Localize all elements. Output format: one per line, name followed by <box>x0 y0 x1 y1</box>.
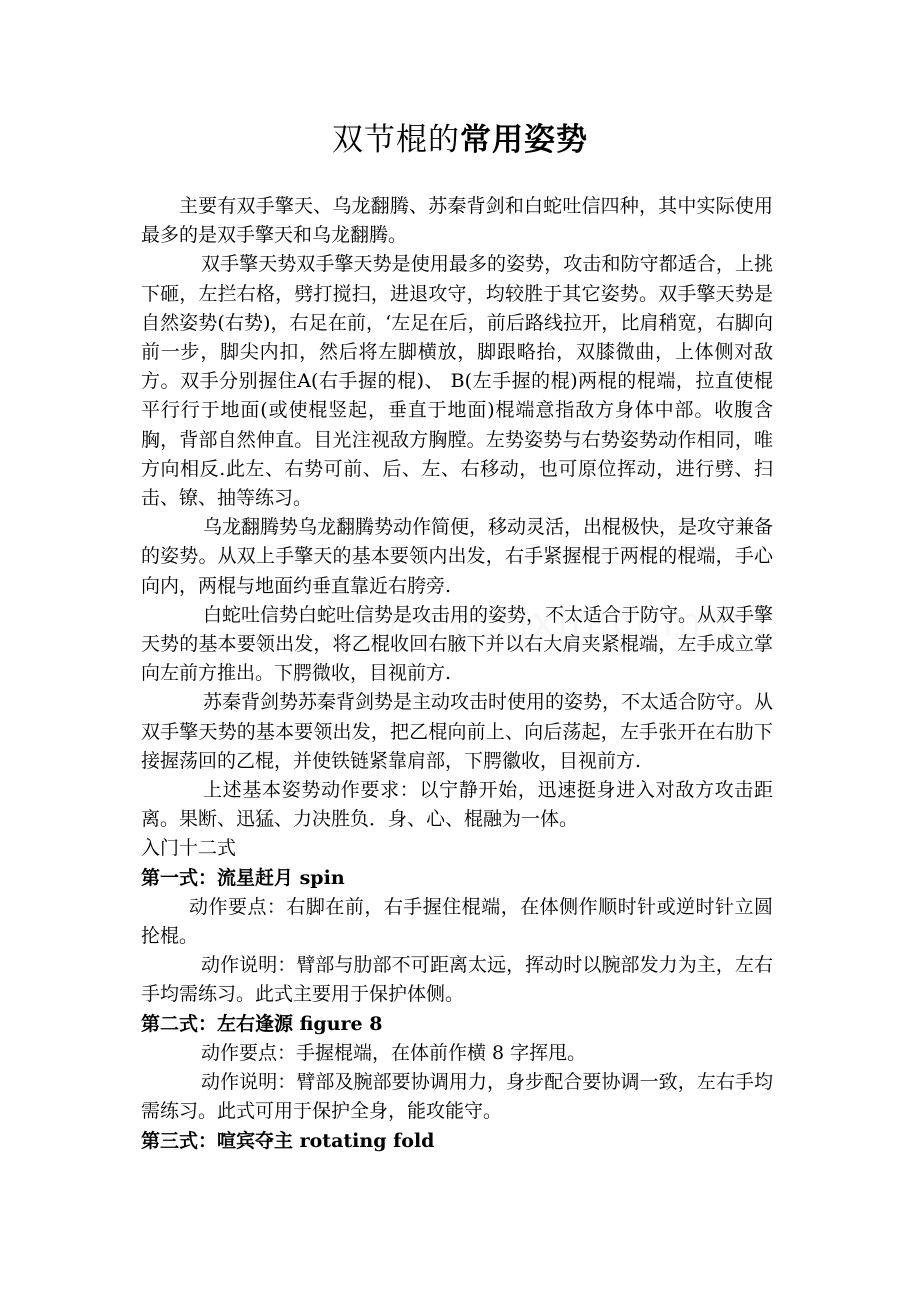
paragraph-summary: 上述基本姿势动作要求：以宁静开始，迅速挺身进入对敌方攻击距离。果断、迅猛、力决胜负．身、心、棍融为一体。 <box>141 779 773 831</box>
paragraph-baishe-tuxin: 白蛇吐信势白蛇吐信势是攻击用的姿势，不太适合于防守。从双手擎天势的基本要领出发，将乙棍收回右腋下并以右大肩夹紧棍端，左手成立掌向左前方推出。下腭微收，目视前方. <box>141 603 774 685</box>
form-heading: 第二式：左右逢源 figure 8 <box>141 1012 383 1035</box>
page-title <box>0 118 920 162</box>
form-heading: 第三式：喧宾夺主 rotating fold <box>141 1129 435 1152</box>
form-explain: 动作说明：臂部与肋部不可距离太远，挥动时以腕部发力为主，左右手均需练习。此式主要用于保护体侧。 <box>141 954 773 1006</box>
form-points: 动作要点：右脚在前，右手握住棍端，在体侧作顺时针或逆时针立圆抡棍。 <box>141 895 773 948</box>
paragraph-suqin-beijian: 苏秦背剑势苏秦背剑势是主动攻击时使用的姿势，不太适合防守。从双手擎天势的基本要领出发，把乙棍向前上、向后荡起，左手张开在右肋下接握荡回的乙棍，并使铁链紧靠肩部，下腭徽收，目视前方. <box>141 691 774 772</box>
paragraph-shuangshou-qingtian: 双手擎天势双手擎天势是使用最多的姿势，攻击和防守都适合，上挑下砸，左拦右格，劈打搅扫，进退攻守，均较胜于其它姿势。双手擎天势是自然姿势(右势)，右足在前，‘左足在后，前后路线拉开，比肩稍宽，右脚向前一步，脚尖内扣，然后将左脚横放，脚跟略抬，双膝微曲，上体侧对敌方。双手分别握住A(右手握的棍)、 B(左手握的棍)两棍的棍端，拉直使棍平行行于地面(或使棍竖起，垂直于地面)棍端意指敌方身体中部。收腹含胸，背部自然伸直。目光注视敌方胸膛。左势姿势与右势姿势动作相同，唯方向相反.此左、右势可前、后、左、右移动，也可原位挥动，进行劈、扫击、镣、抽等练习。 <box>141 253 773 510</box>
section-title: 入门十二式 <box>141 837 237 860</box>
form-heading: 第一式：流星赶月 spin <box>141 866 345 889</box>
intro-paragraph: 主要有双手擎天、乌龙翻腾、苏秦背剑和白蛇吐信四种，其中实际使用最多的是双手擎天和乌龙翻腾。 <box>141 195 773 247</box>
title-plain-part: 双节棍的 <box>332 122 460 158</box>
form-explain: 动作说明：臂部及腕部要协调用力，身步配合要协调一致，左右手均需练习。此式可用于保护全身，能攻能守。 <box>141 1071 773 1123</box>
form-points: 动作要点：手握棍端，在体前作横 8 字挥甩。 <box>201 1041 587 1064</box>
title-bold-part: 常用姿势 <box>460 122 588 158</box>
document-body <box>141 192 773 1156</box>
paragraph-wulong-fanteng: 乌龙翻腾势乌龙翻腾势动作简便，移动灵活，出棍极快，是攻守兼备的姿势。从双上手擎天的基本要领内出发，右手紧握棍于两棍的棍端，手心向内，两棍与地面约垂直靠近右胯旁. <box>141 516 774 597</box>
